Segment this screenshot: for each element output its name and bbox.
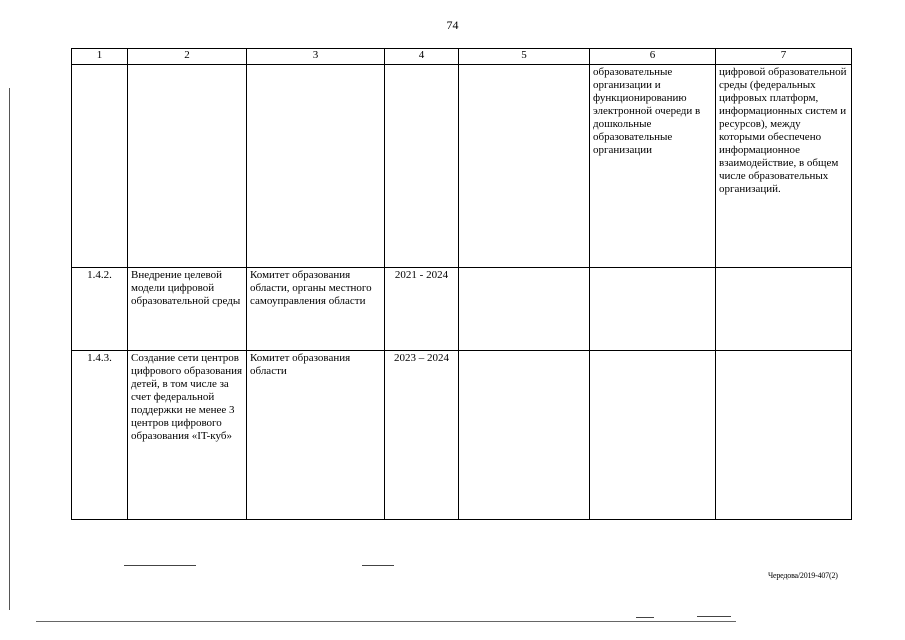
scan-artifact-dash	[124, 565, 196, 566]
cell-col-7	[716, 268, 852, 351]
table-row	[72, 351, 852, 520]
cell-period: 2021 - 2024	[385, 268, 459, 351]
header-col-3: 3	[247, 49, 385, 65]
cell-activity: Внедрение целевой модели цифровой образовательной среды	[128, 268, 247, 351]
cell-col-7: цифровой образовательной среды (федеральных цифровых платформ, информационных систем и ресурсов), между которыми обеспечено информационное взаимодействие, в общем числе образовательных организаций.	[716, 65, 852, 268]
cell-period: 2023 – 2024	[385, 351, 459, 520]
header-col-6: 6	[590, 49, 716, 65]
scan-artifact-dash	[362, 565, 394, 566]
cell-col-6	[590, 268, 716, 351]
left-margin-rule	[9, 88, 10, 610]
header-col-5: 5	[459, 49, 590, 65]
scan-artifact-dash	[636, 617, 654, 618]
cell-col-6	[590, 351, 716, 520]
cell-number	[72, 65, 128, 268]
header-col-1: 1	[72, 49, 128, 65]
cell-number: 1.4.3.	[72, 351, 128, 520]
cell-col-7	[716, 351, 852, 520]
cell-col-5	[459, 268, 590, 351]
cell-activity	[128, 65, 247, 268]
cell-responsible: Комитет образования области	[247, 351, 385, 520]
header-col-2: 2	[128, 49, 247, 65]
table-row	[72, 268, 852, 351]
table-row	[72, 65, 852, 268]
cell-number: 1.4.2.	[72, 268, 128, 351]
cell-col-6: образовательные организации и функционированию электронной очереди в дошкольные образовательные организации	[590, 65, 716, 268]
cell-responsible	[247, 65, 385, 268]
cell-activity: Создание сети центров цифрового образования детей, в том числе за счет федеральной поддержки не менее 3 центров цифрового образования «IT-куб»	[128, 351, 247, 520]
cell-responsible: Комитет образования области, органы местного самоуправления области	[247, 268, 385, 351]
cell-col-5	[459, 351, 590, 520]
header-row	[72, 49, 852, 65]
cell-period	[385, 65, 459, 268]
bottom-rule	[36, 621, 736, 622]
cell-col-5	[459, 65, 590, 268]
scan-artifact-dash	[697, 616, 731, 617]
header-col-4: 4	[385, 49, 459, 65]
data-table	[71, 48, 852, 520]
footer-code: Чередова/2019-407(2)	[768, 571, 838, 580]
header-col-7: 7	[716, 49, 852, 65]
page-number: 74	[446, 18, 459, 32]
